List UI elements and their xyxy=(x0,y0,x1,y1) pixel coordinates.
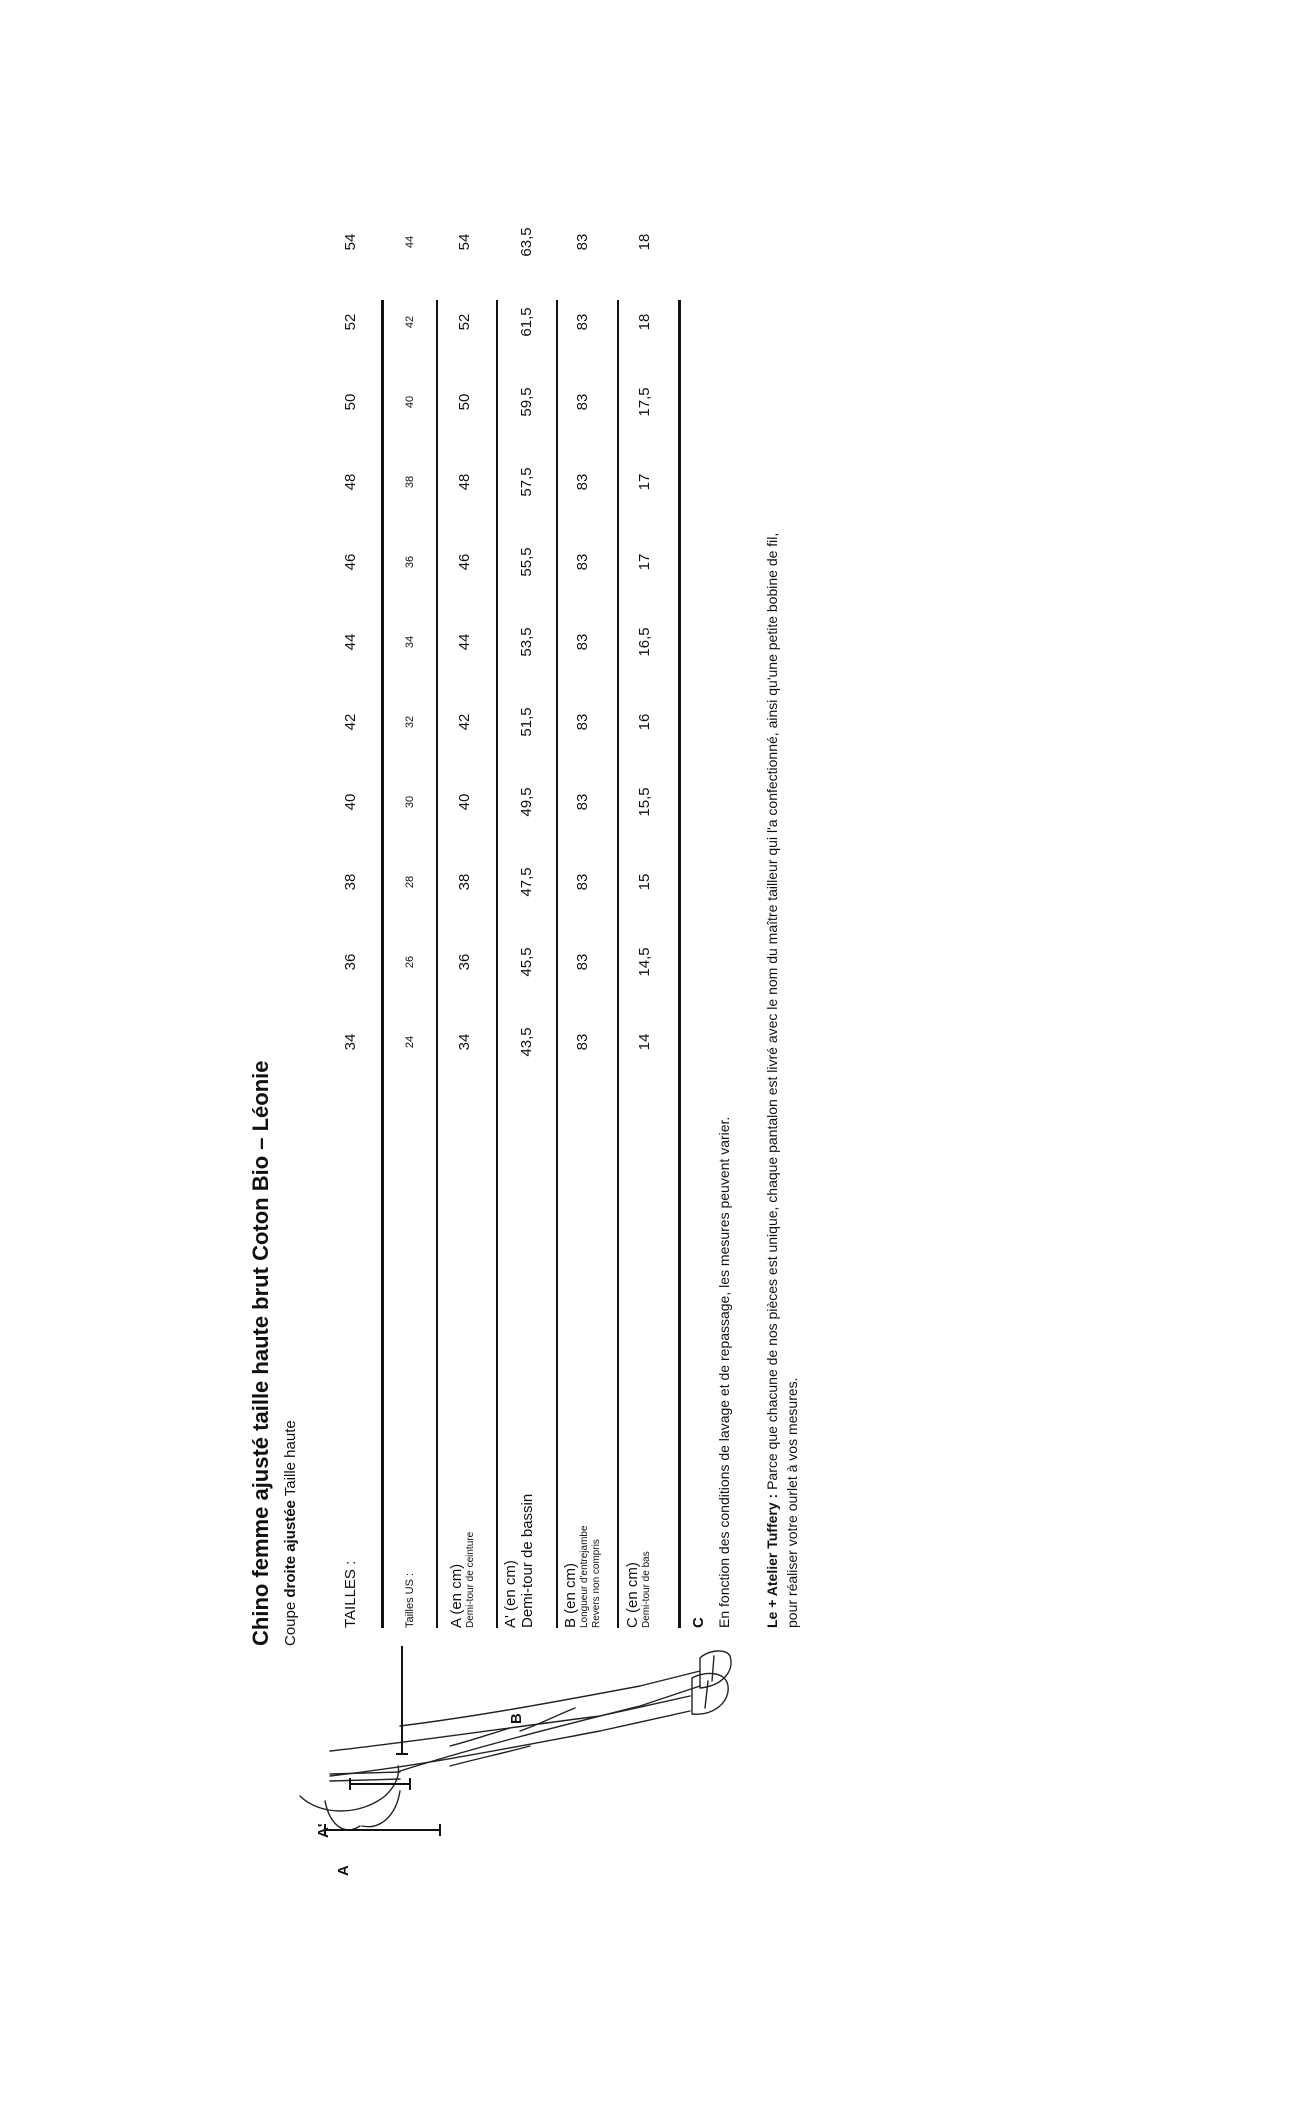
table-rule-1 xyxy=(436,300,438,1628)
table-cell: 55,5 xyxy=(518,547,535,577)
table-cell: 40 xyxy=(404,395,416,409)
table-cell: 83 xyxy=(574,473,591,491)
table-cell: 54 xyxy=(456,233,473,251)
size-header-cell: 36 xyxy=(342,953,359,971)
table-cell: 15 xyxy=(636,873,653,891)
size-header-cell: 40 xyxy=(342,793,359,811)
row-label-c: C (en cm) Demi-tour de bas xyxy=(624,1551,652,1628)
table-cell: 45,5 xyxy=(518,947,535,977)
table-cell: 18 xyxy=(636,313,653,331)
label-a-prime: A' xyxy=(315,1823,332,1838)
size-header-cell: 50 xyxy=(342,393,359,411)
table-cell: 16,5 xyxy=(636,627,653,657)
table-cell: 51,5 xyxy=(518,707,535,737)
table-cell: 36 xyxy=(404,555,416,569)
table-cell: 18 xyxy=(636,233,653,251)
table-cell: 28 xyxy=(404,875,416,889)
table-cell: 50 xyxy=(456,393,473,411)
subtitle-bold: droite ajustée xyxy=(282,1500,299,1598)
pants-outline xyxy=(300,1651,731,1830)
size-header-cell: 42 xyxy=(342,713,359,731)
table-cell: 83 xyxy=(574,873,591,891)
table-cell: 17,5 xyxy=(636,387,653,417)
size-header-cell: 38 xyxy=(342,873,359,891)
table-rule-3 xyxy=(556,300,558,1628)
table-cell: 44 xyxy=(404,235,416,249)
table-cell: 42 xyxy=(456,713,473,731)
table-cell: 34 xyxy=(456,1033,473,1051)
table-cell: 47,5 xyxy=(518,867,535,897)
measurement-lines xyxy=(325,1646,690,1836)
size-header-cell: 44 xyxy=(342,633,359,651)
table-cell: 38 xyxy=(404,475,416,489)
row-label-a-prime: A' (en cm) Demi-tour de bassin xyxy=(502,1493,536,1628)
table-cell: 36 xyxy=(456,953,473,971)
table-cell: 83 xyxy=(574,393,591,411)
table-cell: 61,5 xyxy=(518,307,535,337)
table-cell: 48 xyxy=(456,473,473,491)
table-rule-0 xyxy=(381,300,384,1628)
table-cell: 83 xyxy=(574,313,591,331)
table-cell: 83 xyxy=(574,713,591,731)
table-cell: 44 xyxy=(456,633,473,651)
table-cell: 14,5 xyxy=(636,947,653,977)
size-header-cell: 46 xyxy=(342,553,359,571)
atelier-text: Parce que chacune de nos pièces est unique, chaque pantalon est livré avec le nom du maître tailleur qui l'a confectionné, ainsi qu'une petite bobine de fil, pour réaliser votre ourlet à vos mesures. xyxy=(764,532,800,1628)
table-cell: 63,5 xyxy=(518,227,535,257)
care-note: En fonction des conditions de lavage et de repassage, les mesures peuvent varier. xyxy=(716,1116,732,1628)
row-label-a: A (en cm) Demi-tour de ceinture xyxy=(448,1531,476,1628)
table-cell: 24 xyxy=(404,1035,416,1049)
table-cell: 49,5 xyxy=(518,787,535,817)
table-rule-4 xyxy=(617,300,619,1628)
subtitle-prefix: Coupe xyxy=(282,1601,299,1646)
table-cell: 57,5 xyxy=(518,467,535,497)
atelier-note xyxy=(762,528,802,1628)
table-cell: 16 xyxy=(636,713,653,731)
size-header-cell: 48 xyxy=(342,473,359,491)
page-title: Chino femme ajusté taille haute brut Coton Bio – Léonie xyxy=(248,1060,273,1646)
subtitle-suffix: Taille haute xyxy=(282,1420,299,1497)
row-label-us: Tailles US : xyxy=(404,1572,416,1628)
label-a: A xyxy=(335,1865,352,1876)
sizes-label: TAILLES : xyxy=(342,1560,359,1628)
table-cell: 38 xyxy=(456,873,473,891)
table-cell: 83 xyxy=(574,793,591,811)
size-header-cell: 54 xyxy=(342,233,359,251)
table-cell: 26 xyxy=(404,955,416,969)
table-cell: 52 xyxy=(456,313,473,331)
table-cell: 30 xyxy=(404,795,416,809)
atelier-lead: Le + Atelier Tuffery : xyxy=(764,1493,780,1628)
size-header-cell: 34 xyxy=(342,1033,359,1051)
table-cell: 59,5 xyxy=(518,387,535,417)
table-cell: 83 xyxy=(574,953,591,971)
table-cell: 53,5 xyxy=(518,627,535,657)
table-cell: 14 xyxy=(636,1033,653,1051)
table-cell: 83 xyxy=(574,233,591,251)
subtitle xyxy=(282,1420,299,1646)
table-cell: 17 xyxy=(636,473,653,491)
size-header-cell: 52 xyxy=(342,313,359,331)
table-cell: 83 xyxy=(574,633,591,651)
table-cell: 17 xyxy=(636,553,653,571)
table-rule-5 xyxy=(678,300,681,1628)
table-cell: 42 xyxy=(404,315,416,329)
table-rule-2 xyxy=(496,300,498,1628)
table-cell: 43,5 xyxy=(518,1027,535,1057)
table-cell: 32 xyxy=(404,715,416,729)
row-label-b: B (en cm) Longueur d'entrejambe Revers non compris xyxy=(562,1525,602,1628)
label-c: C xyxy=(690,1617,707,1628)
table-cell: 83 xyxy=(574,1033,591,1051)
table-cell: 15,5 xyxy=(636,787,653,817)
pants-measurement-illustration xyxy=(0,1646,780,2126)
table-cell: 40 xyxy=(456,793,473,811)
table-cell: 34 xyxy=(404,635,416,649)
table-cell: 46 xyxy=(456,553,473,571)
table-cell: 83 xyxy=(574,553,591,571)
label-b: B xyxy=(508,1713,525,1724)
